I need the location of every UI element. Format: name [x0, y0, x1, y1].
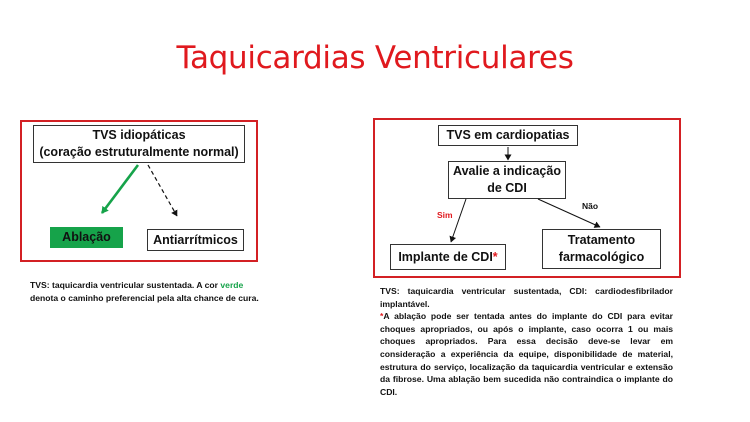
- icd-evaluation-line2: de CDI: [487, 181, 527, 195]
- yes-label: Sim: [437, 210, 453, 220]
- treatment-line1: Tratamento: [567, 233, 636, 247]
- antiarrhythmics-label: Antiarrítmicos: [153, 232, 238, 247]
- icd-evaluation-line1: Avalie a indicação: [453, 164, 561, 178]
- idiopathic-vt-line2: (coração estruturalmente normal): [39, 145, 239, 159]
- right-note-star: *: [380, 311, 384, 322]
- left-note-part2: denota o caminho preferencial pela alta chance de cura.: [30, 292, 259, 303]
- no-label: Não: [582, 201, 599, 211]
- arrow-to-icd-implant: [451, 199, 466, 242]
- idiopathic-vt-line1: TVS idiopáticas: [92, 128, 186, 142]
- page-title: Taquicardias Ventriculares: [176, 40, 574, 76]
- arrow-to-treatment: [538, 199, 600, 227]
- arrow-to-ablation: [102, 165, 138, 213]
- arrow-to-antiarrhythmics: [148, 165, 177, 216]
- ablation-label: Ablação: [62, 230, 111, 244]
- cardiopathy-vt-label: TVS em cardiopatias: [446, 128, 570, 142]
- icd-implant-label: Implante de CDI: [398, 249, 493, 264]
- left-note-part1: TVS: taquicardia ventricular sustentada. A cor: [30, 280, 219, 290]
- right-note-line1: TVS: taquicardia ventricular sustentada, CDI: cardiodesfibrilador implantável.: [380, 286, 673, 309]
- left-note-green-word: verde: [220, 280, 244, 290]
- icd-implant-star: *: [492, 249, 498, 264]
- treatment-line2: farmacológico: [558, 250, 645, 264]
- right-note-body: A ablação pode ser tentada antes do implante do CDI para evitar choques apropriados, ou após o implante, caso ocorra 1 ou mais choques apropriados. Para essa decisão deve-se levar em consideração a experiência da equipe, disponibilidade de material, estrutura do serviço, localização da taquicardia ventricular e extensão da fibrose. Uma ablação bem sucedida não contraindica o implante do CDI.: [380, 311, 673, 397]
